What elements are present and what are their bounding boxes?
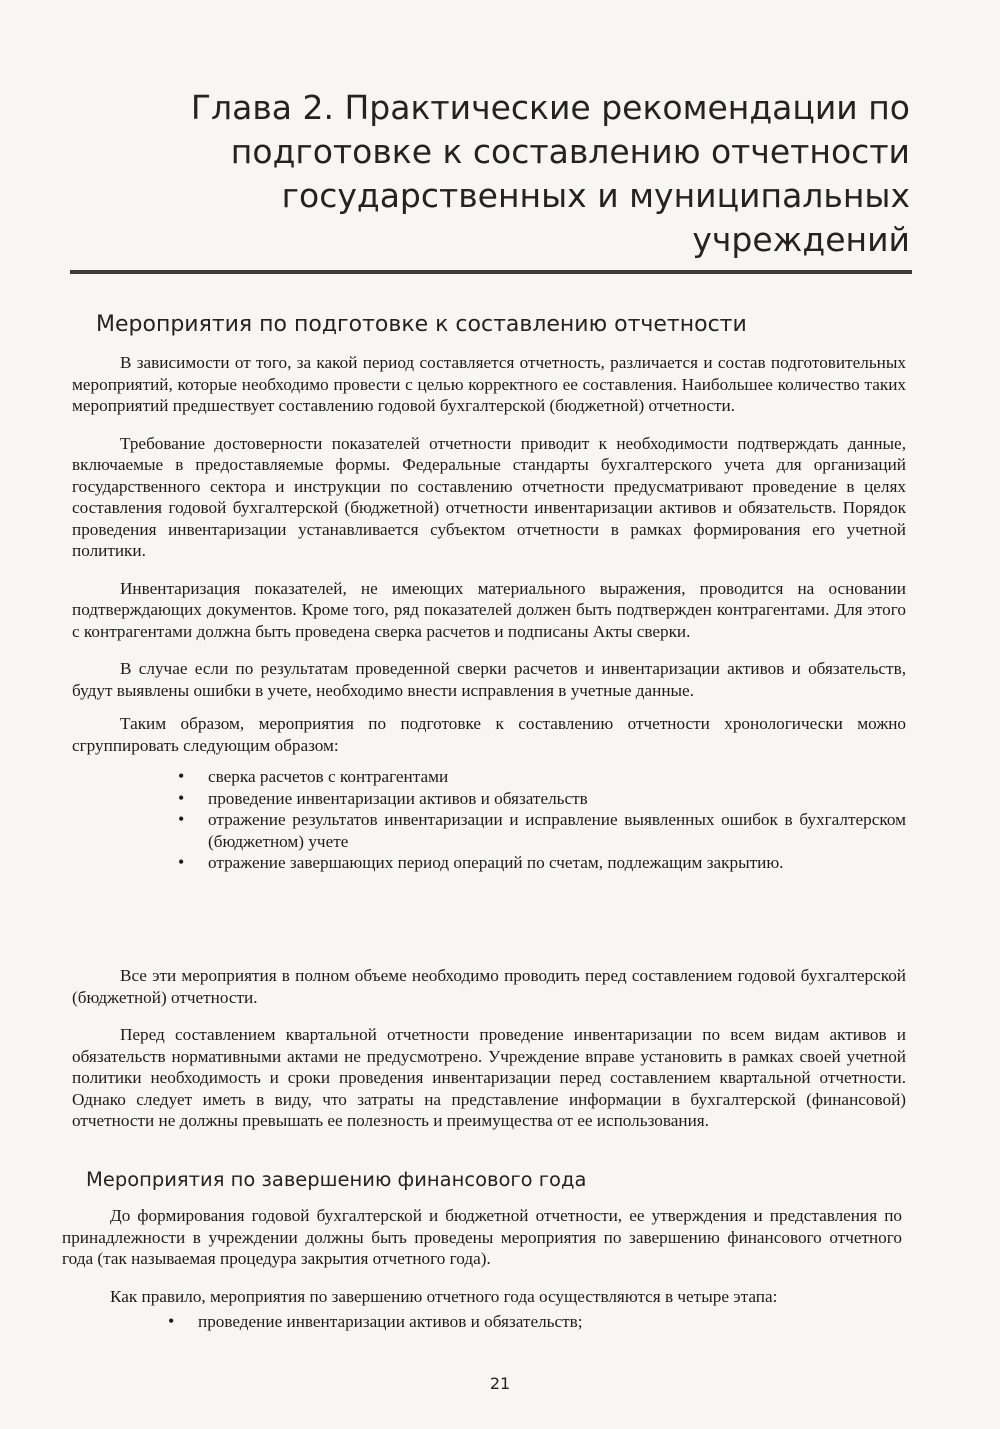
chapter-title-line: государственных и муниципальных xyxy=(281,176,910,215)
list-item-text: отражение результатов инвентаризации и исправление выявленных ошибок в бухгалтерском (бюджетном) учете xyxy=(208,810,906,851)
chapter-title-line: Глава 2. Практические рекомендации по xyxy=(190,88,910,127)
chapter-title xyxy=(150,86,910,262)
bullet-list xyxy=(62,1311,902,1333)
paragraph: Требование достоверности показателей отчетности приводит к необходимости подтверждать данные, включаемые в предоставляемые формы. Федеральные стандарты бухгалтерского учета для организаций государственного сектора и инструкции по составлению отчетности предусматривают проведение в целях составления годовой бухгалтерской (бюджетной) отчетности инвентаризации активов и обязательств. Порядок проведения инвентаризации устанавливается субъектом отчетности в рамках формирования его учетной политики. xyxy=(72,433,906,560)
bullet-icon: • xyxy=(168,1311,175,1331)
paragraph: Все эти мероприятия в полном объеме необходимо проводить перед составлением годовой бухгалтерской (бюджетной) отчетности. xyxy=(72,966,906,1007)
list-item-text: проведение инвентаризации активов и обязательств xyxy=(208,788,588,808)
bullet-icon: • xyxy=(178,852,185,872)
list-item-text: проведение инвентаризации активов и обязательств; xyxy=(198,1312,583,1331)
list-item xyxy=(62,1311,902,1333)
list-item-text: сверка расчетов с контрагентами xyxy=(208,767,449,786)
section-body xyxy=(72,352,906,874)
bullet-icon: • xyxy=(178,787,185,808)
bullet-icon: • xyxy=(178,809,185,829)
list-item xyxy=(72,809,906,852)
bullet-icon: • xyxy=(178,766,185,786)
section-title: Мероприятия по завершению финансового года xyxy=(86,1168,587,1191)
section-body xyxy=(62,1205,902,1333)
chapter-title-line: учреждений xyxy=(692,220,910,259)
section-body-continued xyxy=(72,965,906,1132)
paragraph: В зависимости от того, за какой период составляется отчетность, различается и состав подготовительных мероприятий, которые необходимо провести с целью корректного ее составления. Наибольшее количество таких мероприятий предшествует составлению годовой бухгалтерской (бюджетной) отчетности. xyxy=(72,353,906,415)
chapter-title-line: подготовке к составлению отчетности xyxy=(230,132,910,171)
bullet-list xyxy=(72,766,906,874)
paragraph: До формирования годовой бухгалтерской и бюджетной отчетности, ее утверждения и представления по принадлежности в учреждении должны быть проведены мероприятия по завершению финансового отчетного года (так называемая процедура закрытия отчетного года). xyxy=(62,1206,902,1268)
list-item xyxy=(72,788,906,810)
list-item-text: отражение завершающих период операций по счетам, подлежащим закрытию. xyxy=(208,853,784,872)
paragraph: Перед составлением квартальной отчетности проведение инвентаризации по всем видам активов и обязательств нормативными актами не предусмотрено. Учреждение вправе установить в рамках своей учетной политики необходимость и сроки проведения инвентаризации перед составлением квартальной отчетности. Однако следует иметь в виду, что затраты на представление информации в бухгалтерской (финансовой) отчетности не должны превышать ее полезность и преимущества от ее использования. xyxy=(72,1025,906,1130)
section-title: Мероприятия по подготовке к составлению отчетности xyxy=(96,312,747,337)
paragraph: В случае если по результатам проведенной сверки расчетов и инвентаризации активов и обязательств, будут выявлены ошибки в учете, необходимо внести исправления в учетные данные. xyxy=(72,659,906,700)
paragraph: Инвентаризация показателей, не имеющих материального выражения, проводится на основании подтверждающих документов. Кроме того, ряд показателей должен быть подтвержден контрагентами. Для этого с контрагентами должна быть проведена сверка расчетов и подписаны Акты сверки. xyxy=(72,578,906,641)
title-divider xyxy=(70,270,912,274)
paragraph: Таким образом, мероприятия по подготовке к составлению отчетности хронологически можно сгруппировать следующим образом: xyxy=(72,714,906,755)
paragraph: Как правило, мероприятия по завершению отчетного года осуществляются в четыре этапа: xyxy=(110,1286,778,1306)
list-item xyxy=(72,766,906,788)
page-number: 21 xyxy=(489,1374,511,1393)
list-item xyxy=(72,852,906,874)
